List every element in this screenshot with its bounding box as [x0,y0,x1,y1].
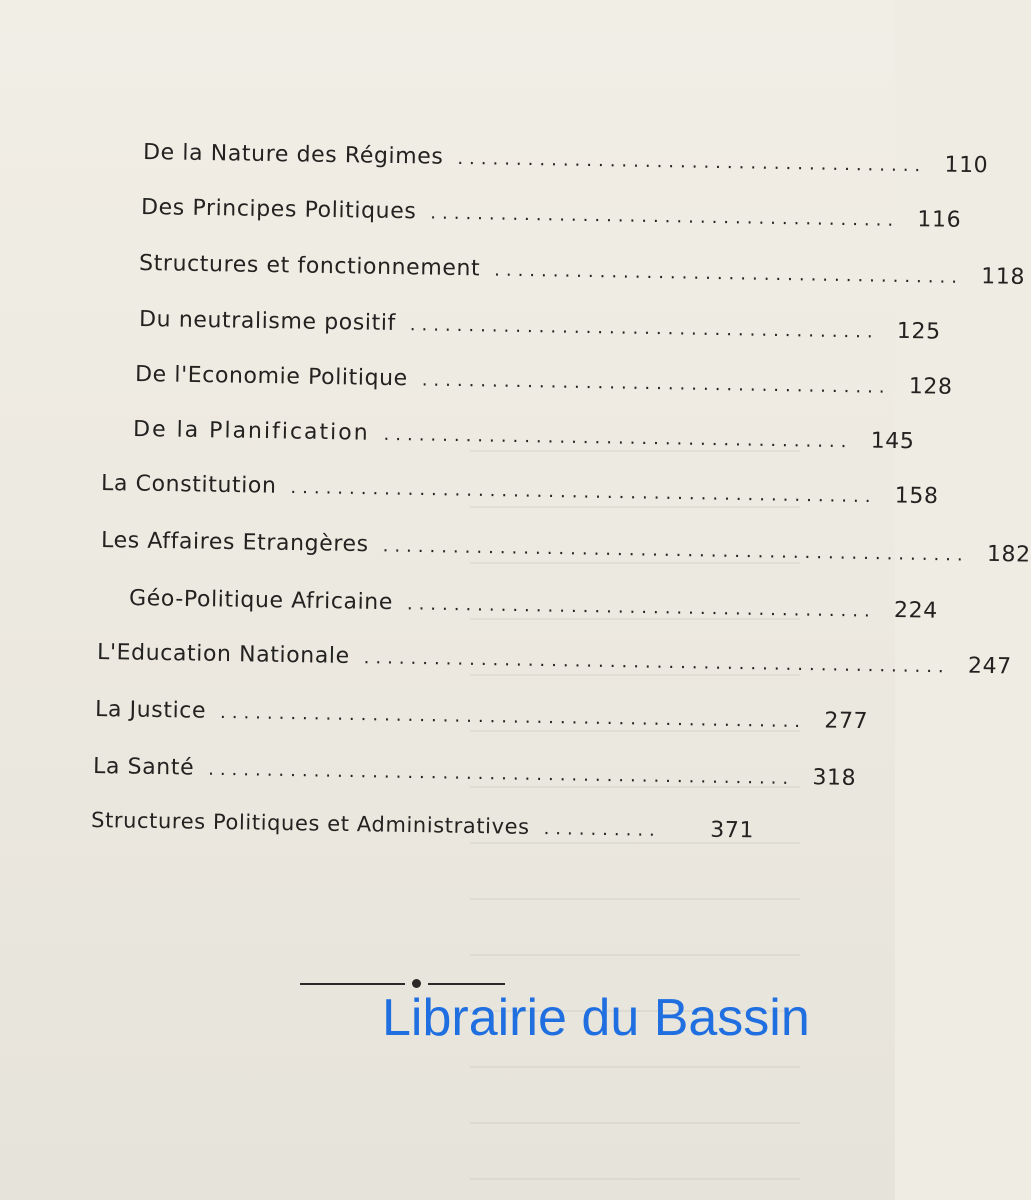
toc-entry-title: De l'Economie Politique [134,362,408,392]
divider-line-right [428,983,505,985]
toc-entry-title: Structures Politiques et Administratives [90,808,530,839]
dot-leader: ........................................ [383,423,853,453]
toc-entry-page: 125 [896,318,941,345]
dot-leader: ........................................ [406,593,876,622]
toc-entry-title: Des Principes Politiques [140,195,417,225]
dot-leader: ........................................ [494,259,964,288]
toc-entry-page: 145 [870,428,915,455]
toc-entry [96,640,1012,690]
toc-entry-page: 318 [812,765,857,791]
toc-entry [138,251,1026,301]
toc-entry [128,586,938,636]
toc-entry [100,471,939,521]
toc-entry-page: 182 [986,541,1031,568]
dot-leader: ........................................ [457,147,927,177]
toc-entry [138,307,941,357]
toc-entry-page: 247 [967,653,1012,680]
dot-leader: ........................................ [430,202,900,231]
dot-leader: .................................................. [382,535,969,566]
toc-entry [142,140,989,190]
dot-leader: .................................................. [208,758,795,790]
toc-entry-title: Géo-Politique Africaine [128,586,394,616]
toc-entry [132,417,915,467]
dot-leader: .......... [543,818,662,841]
divider-line-left [300,983,405,985]
toc-entry-title: L'Education Nationale [96,640,350,669]
toc-entry-page: 128 [908,374,953,400]
toc-entry [92,754,857,804]
toc-entry-title: Du neutralisme positif [138,307,397,337]
toc-entry-title: De la Nature des Régimes [142,140,444,170]
toc-entry-page: 118 [981,264,1026,290]
toc-entry-page: 158 [894,483,939,510]
toc-entry-title: Les Affaires Etrangères [100,528,369,558]
toc-entry-title: La Santé [92,754,195,781]
watermark-text: Librairie du Bassin [382,989,810,1047]
dot-leader: .................................................. [363,647,950,678]
dot-leader: .................................................. [290,476,877,508]
toc-entry [94,697,869,747]
toc-entry [91,808,755,858]
dot-leader: .................................................. [219,701,807,733]
toc-entry-title: Structures et fonctionnement [138,251,481,282]
toc-entry-page: 277 [824,708,869,735]
toc-entry-title: La Constitution [100,471,277,499]
dot-leader: ........................................ [409,314,879,343]
toc-entry [134,362,953,412]
toc-entry-page: 224 [893,598,938,624]
toc-entry-page: 371 [710,817,755,844]
toc-entry [100,528,1031,578]
toc-entry-title: La Justice [94,697,207,724]
toc-entry-title: De la Planification [132,417,370,446]
toc-entry-page: 110 [944,152,989,179]
toc-entry [140,195,962,245]
dot-leader: ........................................ [421,369,891,398]
toc-entry-page: 116 [917,207,962,233]
